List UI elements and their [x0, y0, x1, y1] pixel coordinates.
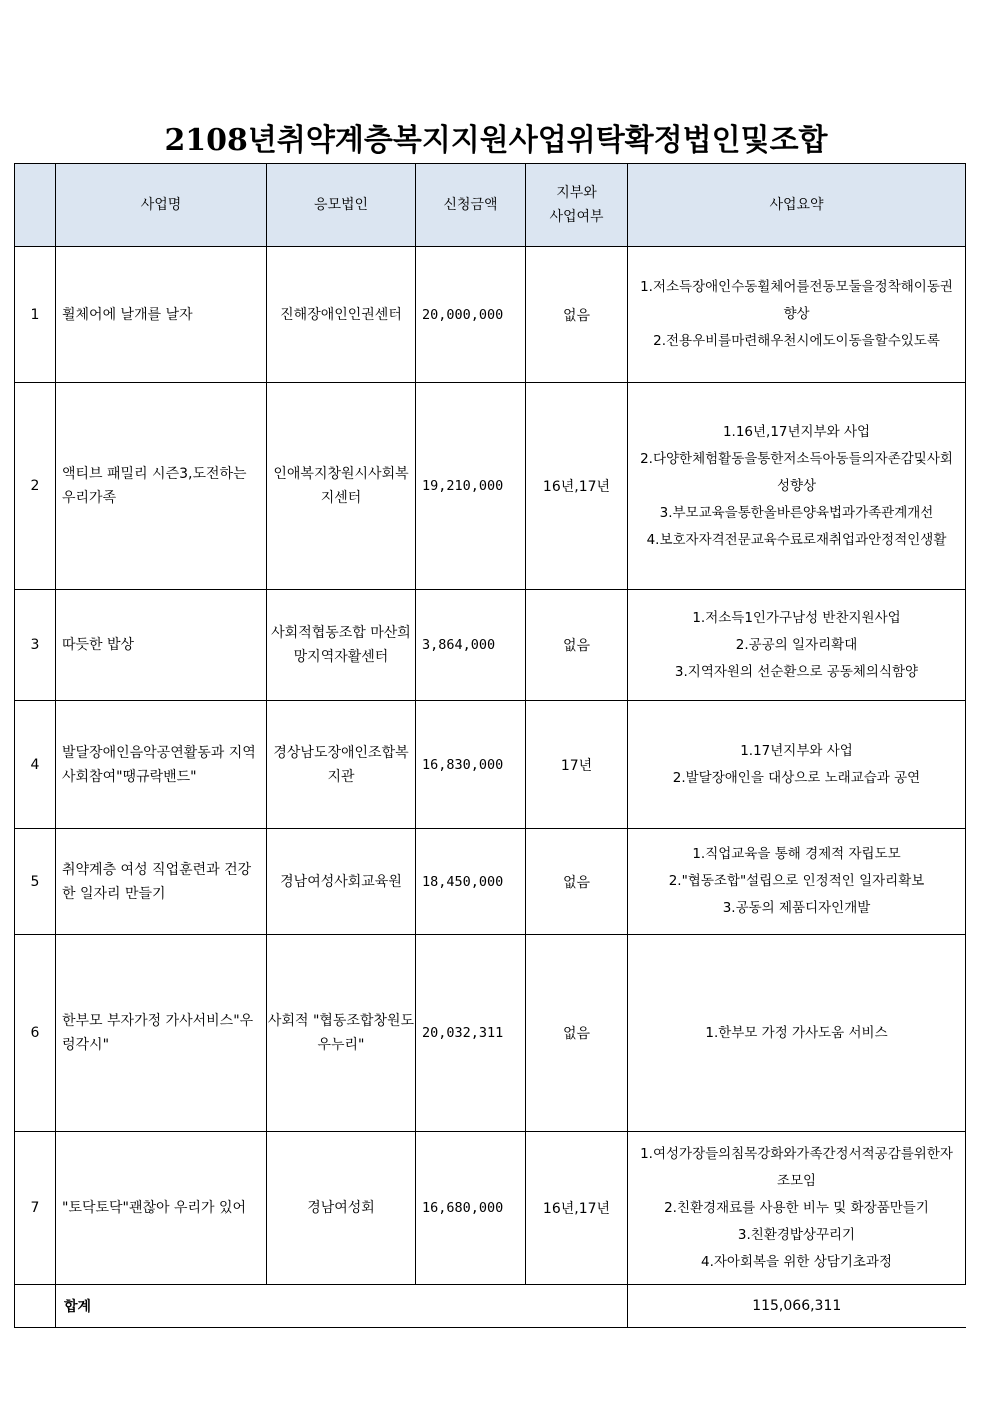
summary-line: 3.부모교육을통한올바른양육법과가족관계개선 [659, 504, 934, 521]
table-row [15, 701, 966, 829]
header-amount: 신청금액 [416, 164, 526, 247]
row-prior: 16년,17년 [526, 383, 628, 590]
summary-line: 2."협동조합"설립으로 인정적인 일자리확보 [668, 873, 925, 889]
header-prior-line1: 지부와 [556, 185, 597, 201]
table-row [15, 383, 966, 590]
row-applicant: 사회적협동조합 마산희망지역자활센터 [267, 590, 416, 701]
row-summary [628, 701, 966, 829]
total-label: 합계 [56, 1285, 628, 1328]
row-no: 2 [15, 383, 56, 590]
row-summary [628, 829, 966, 935]
summary-line: 1.저소득장애인수동휠체어를전동모둘을정착해이동권향상 [640, 279, 953, 322]
summary-line: 2.공공의 일자리확대 [735, 636, 858, 653]
row-project: 발달장애인음악공연활동과 지역사회참여"땡규락밴드" [56, 701, 267, 829]
summary-line: 1.직업교육을 통해 경제적 자립도모 [692, 846, 901, 862]
header-summary: 사업요약 [628, 164, 966, 247]
table-row [15, 935, 966, 1132]
header-row [15, 164, 966, 247]
row-applicant: 경남여성사회교육원 [267, 829, 416, 935]
row-summary [628, 590, 966, 701]
summary-line: 1.저소득1인가구남성 반찬지원사업 [692, 609, 901, 626]
row-prior: 없음 [526, 829, 628, 935]
header-applicant: 응모법인 [267, 164, 416, 247]
row-project: 한부모 부자가정 가사서비스"우렁각시" [56, 935, 267, 1132]
total-row [15, 1285, 966, 1328]
summary-line: 2.발달장애인을 대상으로 노래교습과 공연 [672, 769, 921, 786]
summary-line: 4.자아회복을 위한 상담기초과정 [701, 1253, 892, 1270]
row-amount: 20,000,000 [416, 247, 526, 383]
summary-line: 1.여성가장들의침목강화와가족간정서적공감를위한자조모임 [640, 1145, 953, 1189]
row-project: "토닥토닥"괜찮아 우리가 있어 [56, 1132, 267, 1285]
summary-line: 2.다양한체험활동을통한저소득아동들의자존감및사회성향상 [640, 450, 953, 494]
summary-line: 1.17년지부와 사업 [740, 742, 853, 759]
row-amount: 18,450,000 [416, 829, 526, 935]
total-value: 115,066,311 [628, 1285, 966, 1328]
summary-line: 2.친환경재료를 사용한 비누 및 화장품만들기 [664, 1199, 929, 1216]
row-applicant: 사회적 "협동조합창원도우누리" [267, 935, 416, 1132]
row-prior: 없음 [526, 247, 628, 383]
row-applicant: 경상남도장애인조합복지관 [267, 701, 416, 829]
table-row [15, 1132, 966, 1285]
row-amount: 19,210,000 [416, 383, 526, 590]
table-row [15, 590, 966, 701]
row-summary [628, 383, 966, 590]
summary-line: 1.한부모 가정 가사도움 서비스 [705, 1024, 888, 1041]
row-no: 4 [15, 701, 56, 829]
row-no: 1 [15, 247, 56, 383]
summary-line: 3.친환경밥상꾸리기 [737, 1226, 856, 1243]
row-project: 취약계층 여성 직업훈련과 건강한 일자리 만들기 [56, 829, 267, 935]
summary-line: 3.지역자원의 선순환으로 공동체의식함양 [674, 663, 919, 680]
total-no [15, 1285, 56, 1328]
row-summary [628, 1132, 966, 1285]
summary-line: 2.전용우비를마련해우천시에도이동을할수있도록 [653, 333, 940, 349]
row-prior: 17년 [526, 701, 628, 829]
page-title: 2108년취약계층복지지원사업위탁확정법인및조합 [164, 123, 828, 158]
row-no: 6 [15, 935, 56, 1132]
row-applicant: 인애복지창원시사회복지센터 [267, 383, 416, 590]
summary-line: 4.보호자자격전문교육수료로재취업과안정적인생활 [646, 531, 947, 548]
project-table [14, 163, 966, 1328]
row-amount: 16,830,000 [416, 701, 526, 829]
row-applicant: 경남여성회 [267, 1132, 416, 1285]
summary-line: 1.16년,17년지부와 사업 [722, 423, 871, 440]
row-amount: 3,864,000 [416, 590, 526, 701]
row-project: 휠체어에 날개를 날자 [56, 247, 267, 383]
row-amount: 20,032,311 [416, 935, 526, 1132]
row-prior: 16년,17년 [526, 1132, 628, 1285]
table-row [15, 247, 966, 383]
row-amount: 16,680,000 [416, 1132, 526, 1285]
row-project: 따듯한 밥상 [56, 590, 267, 701]
table-row [15, 829, 966, 935]
header-project: 사업명 [56, 164, 267, 247]
header-prior [526, 164, 628, 247]
row-no: 5 [15, 829, 56, 935]
row-project: 액티브 패밀리 시즌3,도전하는우리가족 [56, 383, 267, 590]
row-summary [628, 935, 966, 1132]
row-applicant: 진해장애인인권센터 [267, 247, 416, 383]
row-summary [628, 247, 966, 383]
row-prior: 없음 [526, 590, 628, 701]
row-no: 7 [15, 1132, 56, 1285]
header-no [15, 164, 56, 247]
summary-line: 3.공동의 제품디자인개발 [722, 900, 871, 916]
row-no: 3 [15, 590, 56, 701]
row-prior: 없음 [526, 935, 628, 1132]
header-prior-line2: 사업여부 [549, 209, 604, 225]
